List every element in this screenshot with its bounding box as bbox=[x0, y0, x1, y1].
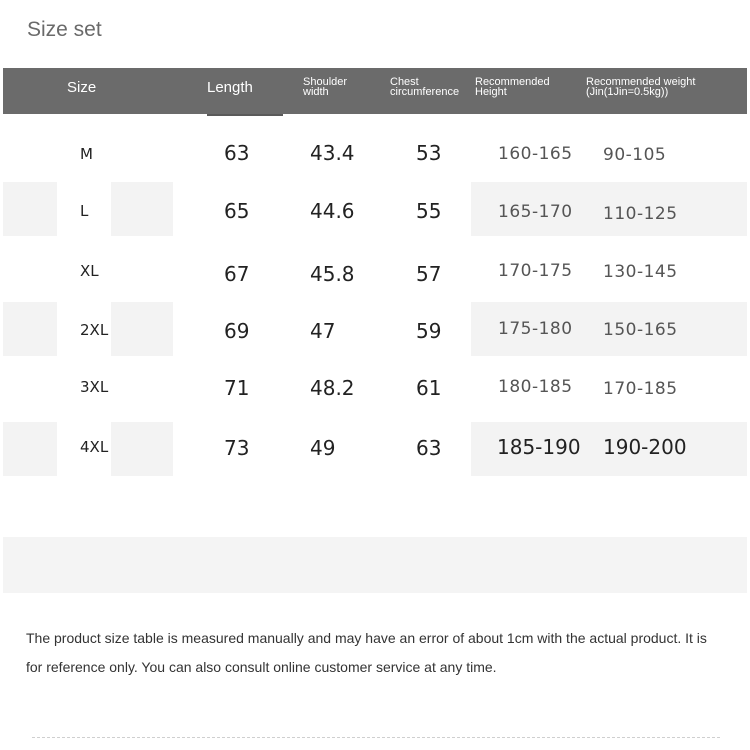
chest-cell: 55 bbox=[416, 199, 442, 223]
length-cell: 63 bbox=[224, 141, 250, 165]
size-cell: XL bbox=[80, 262, 99, 280]
header-height: Recommended Height bbox=[475, 76, 550, 98]
height-cell: 170-175 bbox=[498, 261, 573, 281]
shoulder-cell: 45.8 bbox=[310, 262, 355, 286]
size-cell: L bbox=[80, 202, 89, 220]
length-cell: 69 bbox=[224, 319, 250, 343]
header-underline bbox=[207, 114, 283, 116]
divider-band bbox=[3, 537, 747, 593]
shoulder-cell: 48.2 bbox=[310, 376, 355, 400]
shoulder-cell: 43.4 bbox=[310, 141, 355, 165]
size-note: The product size table is measured manually and may have an error of about 1cm with the actual product. It is for reference only. You can also consult online customer service at any time. bbox=[26, 630, 707, 675]
page-title: Size set bbox=[27, 18, 102, 41]
length-cell: 67 bbox=[224, 262, 250, 286]
chest-cell: 63 bbox=[416, 436, 442, 460]
shoulder-cell: 44.6 bbox=[310, 199, 355, 223]
table-header bbox=[3, 68, 747, 114]
height-cell: 160-165 bbox=[498, 144, 573, 164]
weight-cell: 150-165 bbox=[603, 320, 678, 340]
header-length: Length bbox=[207, 79, 253, 96]
size-cell: 2XL bbox=[80, 321, 109, 339]
length-cell: 73 bbox=[224, 436, 250, 460]
row-stripe bbox=[3, 422, 57, 476]
size-cell: 3XL bbox=[80, 378, 109, 396]
chest-cell: 59 bbox=[416, 319, 442, 343]
weight-cell: 90-105 bbox=[603, 145, 667, 165]
shoulder-cell: 47 bbox=[310, 319, 336, 343]
row-stripe bbox=[111, 422, 173, 476]
weight-cell: 130-145 bbox=[603, 262, 678, 282]
size-cell: 4XL bbox=[80, 438, 109, 456]
shoulder-cell: 49 bbox=[310, 436, 336, 460]
height-cell: 165-170 bbox=[498, 202, 573, 222]
header-size: Size bbox=[67, 79, 97, 96]
height-cell: 185-190 bbox=[497, 435, 581, 459]
weight-cell: 110-125 bbox=[603, 204, 678, 224]
length-cell: 71 bbox=[224, 376, 250, 400]
row-stripe bbox=[111, 302, 173, 356]
height-cell: 180-185 bbox=[498, 377, 573, 397]
weight-cell: 190-200 bbox=[603, 435, 687, 459]
row-stripe bbox=[111, 182, 173, 236]
chest-cell: 53 bbox=[416, 141, 442, 165]
header-weight: Recommended weight (Jin(1Jin=0.5kg)) bbox=[586, 76, 696, 98]
row-stripe bbox=[3, 302, 57, 356]
size-cell: M bbox=[80, 145, 93, 163]
weight-cell: 170-185 bbox=[603, 379, 678, 399]
dashed-divider bbox=[32, 737, 720, 738]
length-cell: 65 bbox=[224, 199, 250, 223]
height-cell: 175-180 bbox=[498, 319, 573, 339]
chest-cell: 57 bbox=[416, 262, 442, 286]
row-stripe bbox=[3, 182, 57, 236]
header-shoulder: Shoulder width bbox=[303, 76, 348, 98]
chest-cell: 61 bbox=[416, 376, 442, 400]
header-chest: Chest circumference bbox=[390, 76, 460, 98]
